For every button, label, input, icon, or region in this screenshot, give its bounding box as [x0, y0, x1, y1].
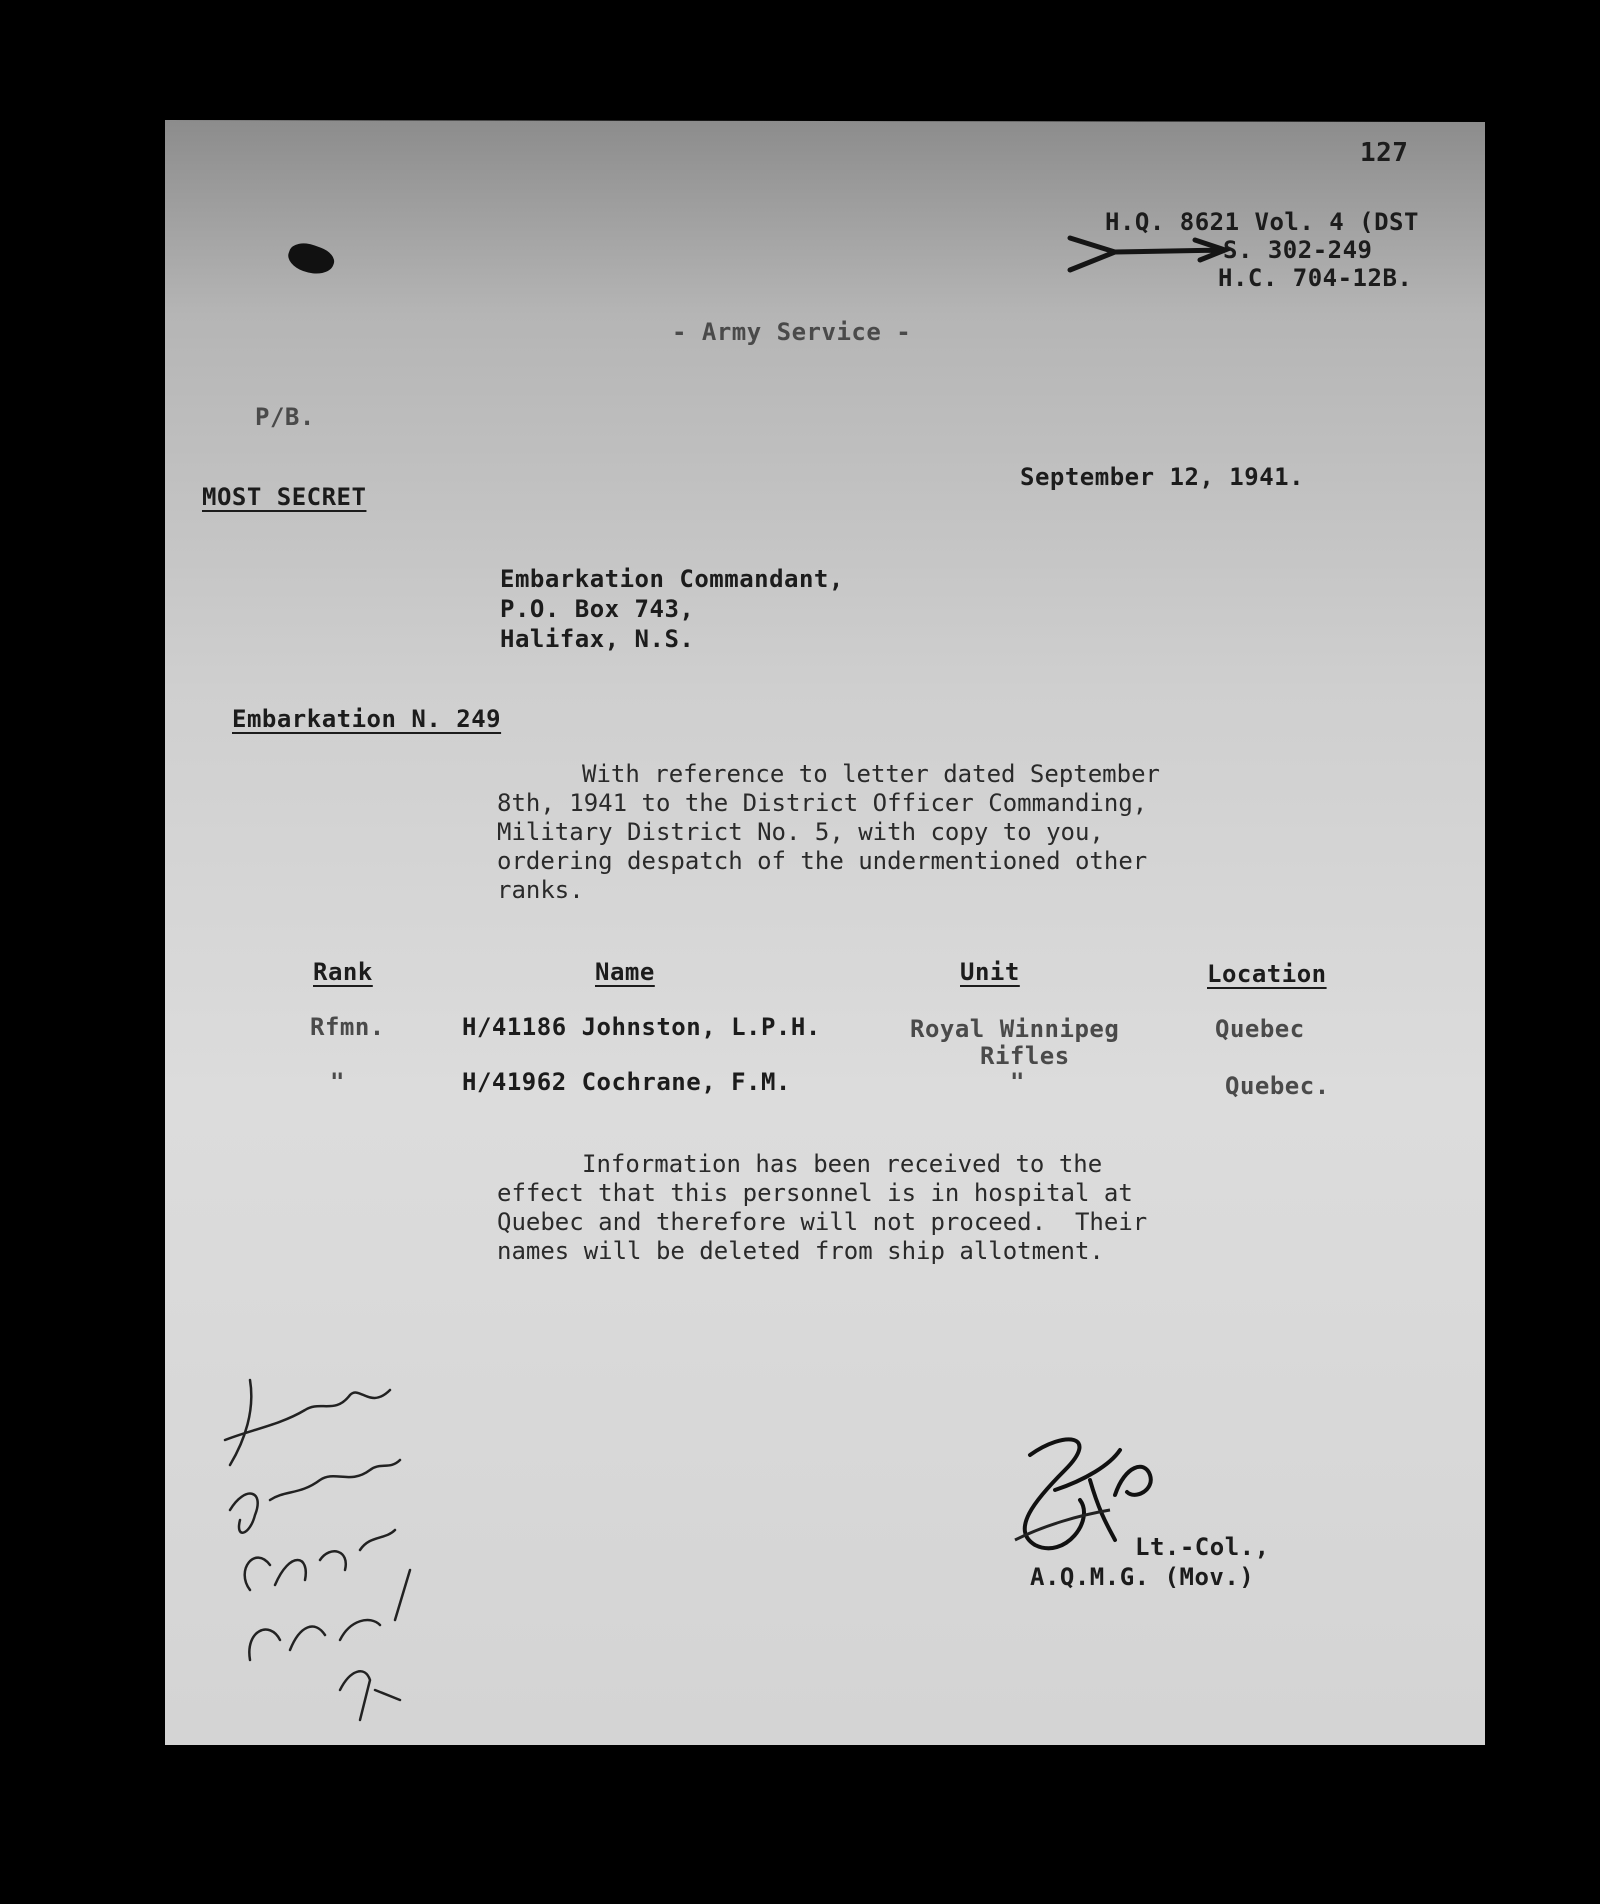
address-line-1: Embarkation Commandant,: [500, 565, 844, 593]
page-number: 127: [1360, 138, 1409, 168]
information-paragraph: [497, 1150, 1147, 1266]
table-header-name: Name: [595, 958, 655, 986]
paragraph-line: names will be deleted from ship allotment.: [497, 1237, 1104, 1265]
table-cell-rank: ": [330, 1068, 345, 1096]
paragraph-line: effect that this personnel is in hospital at: [497, 1179, 1133, 1207]
table-cell-name: H/41962 Cochrane, F.M.: [462, 1068, 791, 1096]
table-cell-location: Quebec.: [1225, 1072, 1330, 1100]
address-line-3: Halifax, N.S.: [500, 625, 695, 653]
file-reference-2: S. 302-249: [1223, 236, 1373, 264]
paragraph-line: Quebec and therefore will not proceed. Their: [497, 1208, 1148, 1236]
file-reference-1: H.Q. 8621 Vol. 4 (DST: [1105, 208, 1419, 236]
signature-rank: Lt.-Col.,: [1135, 1533, 1270, 1561]
initials: P/B.: [255, 403, 315, 431]
handwritten-note-image: [210, 1370, 470, 1730]
subject-line: Embarkation N. 249: [232, 705, 502, 733]
paragraph-line: 8th, 1941 to the District Officer Commanding,: [497, 789, 1148, 817]
letter-date: September 12, 1941.: [1020, 463, 1305, 491]
table-header-location: Location: [1207, 960, 1327, 988]
signature-title: A.Q.M.G. (Mov.): [1030, 1563, 1255, 1591]
address-line-2: P.O. Box 743,: [500, 595, 695, 623]
table-header-unit: Unit: [960, 958, 1020, 986]
classification-label: MOST SECRET: [202, 483, 367, 511]
table-cell-unit-line2: Rifles: [980, 1042, 1070, 1070]
paragraph-line: Information has been received to the: [582, 1150, 1103, 1178]
table-cell-unit: Royal Winnipeg: [910, 1015, 1120, 1043]
paragraph-line: ranks.: [497, 876, 584, 904]
paragraph-line: Military District No. 5, with copy to you,: [497, 818, 1104, 846]
paragraph-line: With reference to letter dated September: [582, 760, 1160, 788]
file-reference-3: H.C. 704-12B.: [1218, 264, 1413, 292]
table-cell-unit: ": [1010, 1068, 1025, 1096]
table-cell-rank: Rfmn.: [310, 1013, 385, 1041]
table-header-rank: Rank: [313, 958, 373, 986]
paragraph-line: ordering despatch of the undermentioned other: [497, 847, 1148, 875]
table-cell-location: Quebec: [1215, 1015, 1305, 1043]
arrow-icon: [1060, 230, 1230, 290]
table-cell-name: H/41186 Johnston, L.P.H.: [462, 1013, 821, 1041]
header-title: - Army Service -: [672, 318, 912, 346]
reference-paragraph: [497, 760, 1160, 905]
